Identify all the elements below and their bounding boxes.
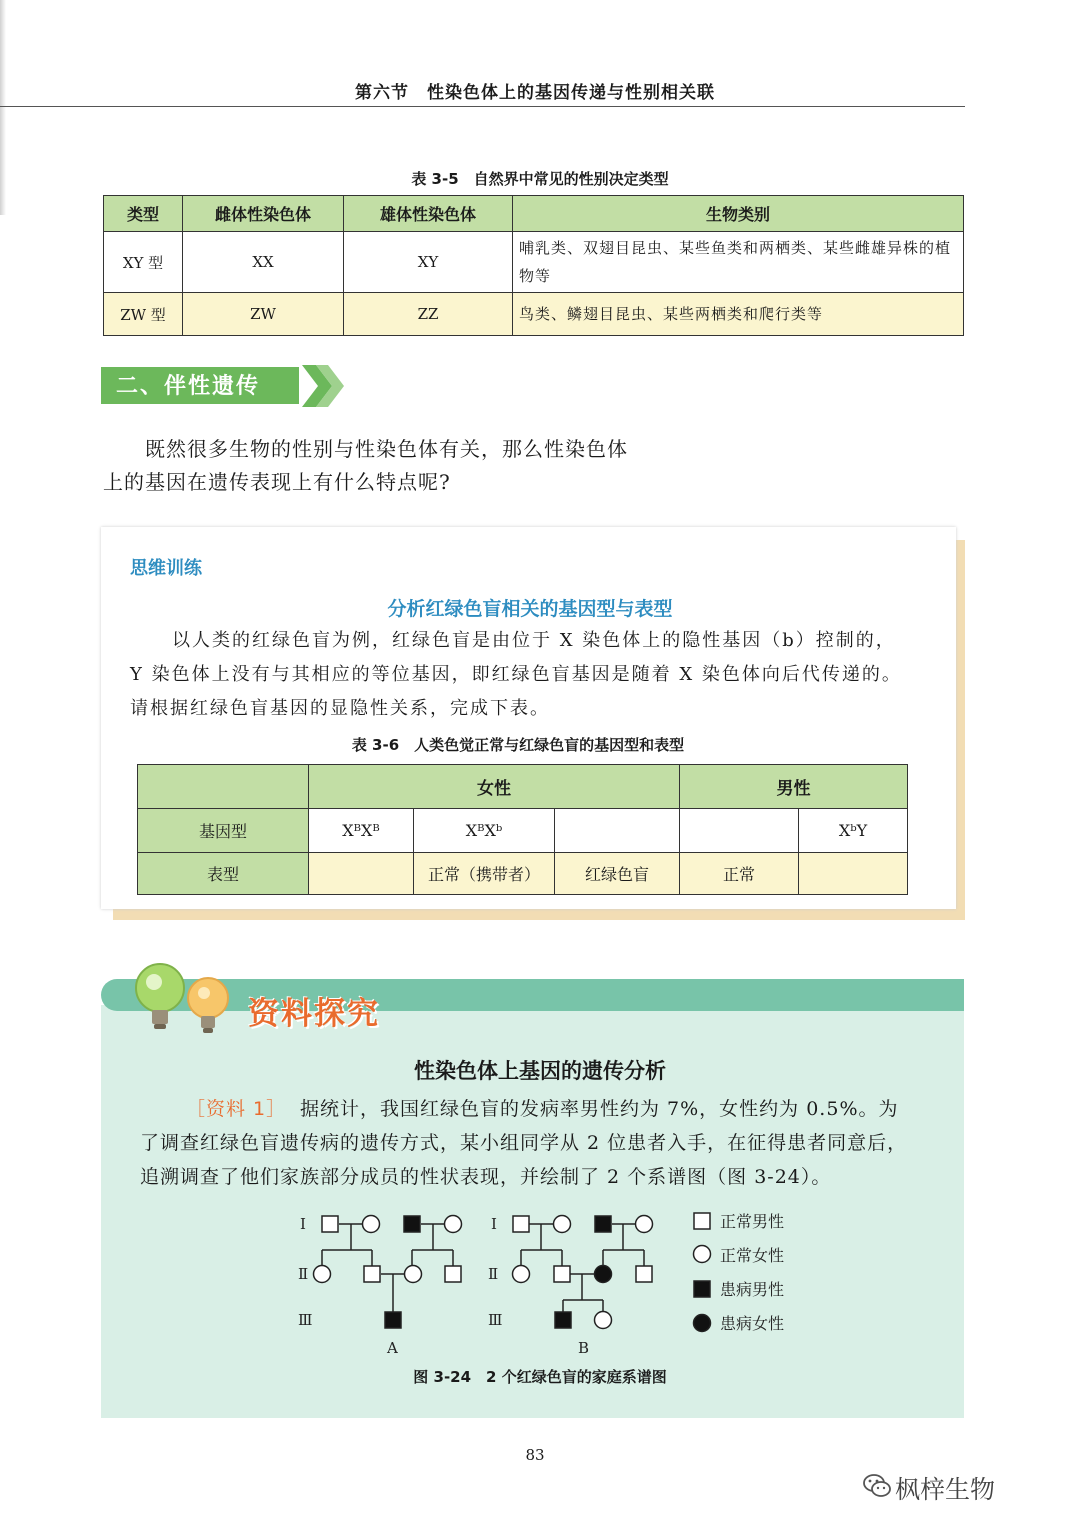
- resource-banner-title: 资料探究: [248, 996, 380, 1032]
- table-3-6: [137, 764, 908, 895]
- thinking-title: 分析红绿色盲相关的基因型与表型: [387, 598, 673, 620]
- genotype-cell: XᵇY: [799, 809, 908, 853]
- intro-line-2: 上的基因在遗传表现上有什么特点呢?: [103, 470, 451, 494]
- thinking-line-1: 以人类的红绿色盲为例，红绿色盲是由位于 X 染色体上的隐性基因（b）控制的，: [172, 630, 896, 651]
- pedigree-diagram: [290, 1205, 810, 1365]
- intro-line-1: 既然很多生物的性别与性染色体有关，那么性染色体: [145, 437, 628, 461]
- table-header-cell: 雄体性染色体: [344, 196, 513, 232]
- genotype-cell: XᴮXᵇ: [414, 809, 555, 853]
- generation-label: Ⅲ: [488, 1311, 503, 1329]
- table-cell: ZZ: [344, 293, 513, 336]
- table-cell: ZW 型: [104, 293, 183, 336]
- phenotype-cell: 正常: [680, 853, 799, 895]
- header-rule: [0, 106, 965, 107]
- resource-line-1: 据统计，我国红绿色盲的发病率男性约为 7%，女性约为 0.5%。为: [300, 1098, 899, 1120]
- table-cell: 哺乳类、双翅目昆虫、某些鱼类和两栖类、某些雌雄异株的植物等: [513, 232, 964, 293]
- table-corner-cell: [138, 765, 309, 809]
- wechat-icon: [862, 1472, 892, 1500]
- phenotype-cell: [309, 853, 414, 895]
- resource-tag: ［资料 1］: [186, 1098, 287, 1120]
- page-number: 83: [525, 1446, 545, 1464]
- resource-line-2: 了调查红绿色盲遗传病的遗传方式，某小组同学从 2 位患者入手，在征得患者同意后，: [140, 1132, 908, 1154]
- thinking-line-2: Y 染色体上没有与其相应的等位基因，即红绿色盲基因是随着 X 染色体向后代传递的。: [130, 664, 902, 685]
- resource-line-3: 追溯调查了他们家族部分成员的性状表现，并绘制了 2 个系谱图（图 3-24）。: [140, 1166, 832, 1188]
- female-header: 女性: [309, 765, 680, 809]
- table-cell: XX: [183, 232, 344, 293]
- genotype-cell: [680, 809, 799, 853]
- generation-label: Ⅱ: [298, 1265, 309, 1283]
- table-cell: XY: [344, 232, 513, 293]
- table-cell: XY 型: [104, 232, 183, 293]
- legend-normal-female: 正常女性: [720, 1246, 785, 1265]
- legend-normal-male: 正常男性: [720, 1212, 785, 1231]
- generation-label: Ⅱ: [488, 1265, 499, 1283]
- watermark: 枫梓生物: [895, 1475, 996, 1504]
- generation-label: Ⅰ: [300, 1215, 306, 1233]
- genotype-cell: [555, 809, 680, 853]
- light-bulb-icon: [126, 958, 246, 1036]
- legend-affected-male: 患病男性: [720, 1280, 785, 1299]
- table-row: [104, 293, 964, 336]
- pedigree-label-b: B: [578, 1339, 590, 1357]
- table-header-cell: 生物类别: [513, 196, 964, 232]
- phenotype-cell: 正常（携带者）: [414, 853, 555, 895]
- phenotype-label: 表型: [138, 853, 309, 895]
- thinking-label: 思维训练: [130, 558, 202, 579]
- phenotype-cell: [799, 853, 908, 895]
- generation-label: Ⅲ: [298, 1311, 313, 1329]
- table-3-5: [103, 195, 964, 336]
- table-header-cell: 类型: [104, 196, 183, 232]
- table-3-6-caption: 表 3-6 人类色觉正常与红绿色盲的基因型和表型: [351, 736, 685, 754]
- pedigree-label-a: A: [387, 1339, 398, 1357]
- genotype-label: 基因型: [138, 809, 309, 853]
- table-row: [104, 232, 964, 293]
- figure-caption: 图 3-24 2 个红绿色盲的家庭系谱图: [413, 1368, 667, 1386]
- table-cell: 鸟类、鳞翅目昆虫、某些两栖类和爬行类等: [513, 293, 964, 336]
- table-header-cell: 雌体性染色体: [183, 196, 344, 232]
- section-title: 二、伴性遗传: [116, 374, 261, 399]
- table-cell: ZW: [183, 293, 344, 336]
- legend-affected-female: 患病女性: [720, 1314, 785, 1333]
- male-header: 男性: [680, 765, 908, 809]
- genotype-cell: XᴮXᴮ: [309, 809, 414, 853]
- thinking-line-3: 请根据红绿色盲基因的显隐性关系，完成下表。: [130, 698, 550, 719]
- resource-heading: 性染色体上基因的遗传分析: [414, 1059, 666, 1083]
- double-chevron-icon: [298, 363, 346, 409]
- table-3-5-caption: 表 3-5 自然界中常见的性别决定类型: [411, 170, 669, 188]
- phenotype-cell: 红绿色盲: [555, 853, 680, 895]
- running-head: 第六节 性染色体上的基因传递与性别相关联: [355, 83, 715, 103]
- generation-label: Ⅰ: [491, 1215, 497, 1233]
